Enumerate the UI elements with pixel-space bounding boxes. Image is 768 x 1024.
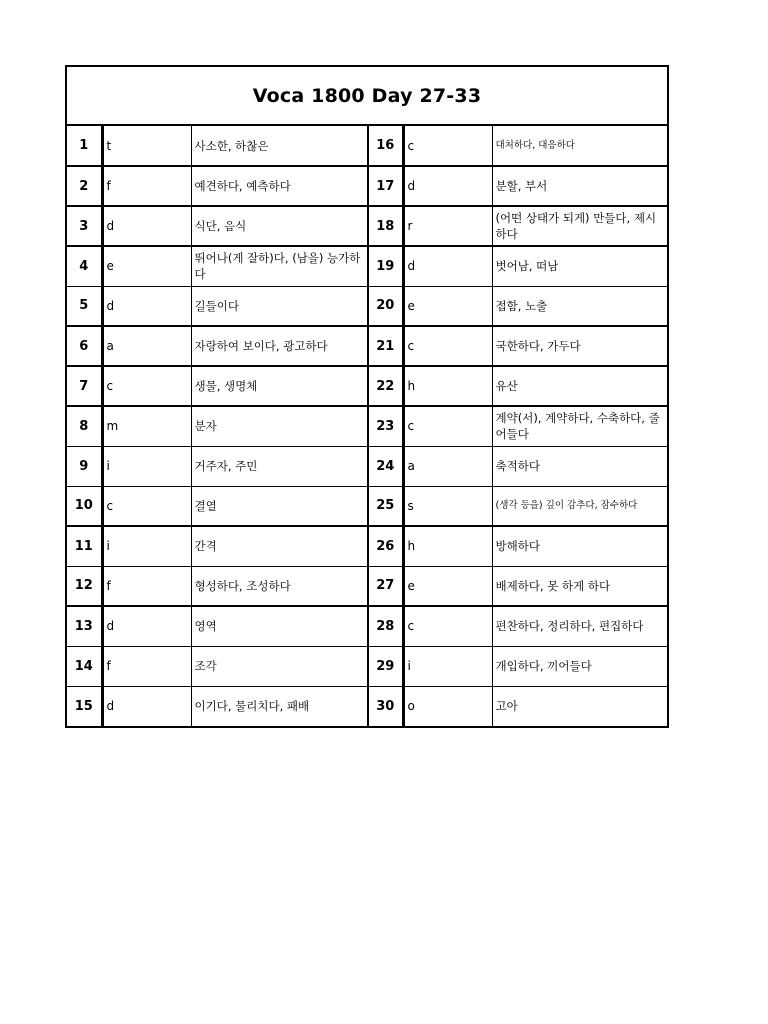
entry-meaning: 생물, 생명체 (191, 366, 368, 406)
entry-initial-letter: m (102, 406, 191, 446)
entry-number: 28 (368, 606, 403, 646)
entry-meaning: 벗어남, 떠남 (492, 246, 667, 286)
table-row (67, 526, 667, 566)
entry-meaning: 축적하다 (492, 446, 667, 486)
table-row (67, 406, 667, 446)
table-row (67, 366, 667, 406)
entry-number: 17 (368, 166, 403, 206)
entry-meaning: 거주자, 주민 (191, 446, 368, 486)
entry-meaning: 형성하다, 조성하다 (191, 566, 368, 606)
entry-number: 3 (67, 206, 102, 246)
entry-number: 4 (67, 246, 102, 286)
entry-initial-letter: e (403, 286, 492, 326)
vocab-table (67, 126, 667, 726)
entry-meaning: 사소한, 하찮은 (191, 126, 368, 166)
entry-meaning: 배제하다, 못 하게 하다 (492, 566, 667, 606)
entry-meaning: 영역 (191, 606, 368, 646)
entry-number: 22 (368, 366, 403, 406)
entry-number: 6 (67, 326, 102, 366)
entry-meaning: 방해하다 (492, 526, 667, 566)
entry-meaning: 예견하다, 예측하다 (191, 166, 368, 206)
entry-initial-letter: d (102, 606, 191, 646)
entry-initial-letter: s (403, 486, 492, 526)
entry-meaning: 접함, 노출 (492, 286, 667, 326)
table-row (67, 686, 667, 726)
entry-number: 2 (67, 166, 102, 206)
table-row (67, 126, 667, 166)
table-row (67, 566, 667, 606)
table-row (67, 646, 667, 686)
entry-initial-letter: d (403, 246, 492, 286)
entry-initial-letter: f (102, 166, 191, 206)
entry-meaning: 고아 (495, 699, 518, 714)
entry-number: 12 (67, 566, 102, 606)
entry-initial-letter: h (403, 526, 492, 566)
entry-initial-letter: r (403, 206, 492, 246)
entry-meaning: 유산 (492, 366, 667, 406)
entry-initial-letter: f (102, 566, 191, 606)
entry-initial-letter: e (403, 566, 492, 606)
entry-number: 27 (368, 566, 403, 606)
entry-number: 5 (67, 286, 102, 326)
title-row (67, 67, 667, 126)
vocab-table-body (67, 126, 667, 726)
entry-number: 16 (368, 126, 403, 166)
entry-initial-letter: a (102, 326, 191, 366)
page-title: Voca 1800 Day 27-33 (252, 84, 482, 107)
entry-initial-letter: c (102, 486, 191, 526)
entry-meaning: 편찬하다, 정리하다, 편집하다 (492, 606, 667, 646)
entry-number: 18 (368, 206, 403, 246)
entry-number: 19 (368, 246, 403, 286)
entry-meaning: 분할, 부서 (492, 166, 667, 206)
entry-meaning: 개입하다, 끼어들다 (492, 646, 667, 686)
entry-initial-letter: c (403, 326, 492, 366)
entry-meaning: (생각 등을) 깊이 감추다, 잠수하다 (492, 486, 667, 526)
entry-meaning: 대처하다, 대응하다 (492, 126, 667, 166)
entry-initial-letter: i (102, 446, 191, 486)
entry-initial-letter: d (102, 686, 191, 726)
entry-number: 1 (67, 126, 102, 166)
entry-number: 20 (368, 286, 403, 326)
entry-initial-letter: a (403, 446, 492, 486)
table-row (67, 246, 667, 286)
entry-number: 14 (67, 646, 102, 686)
vocab-sheet (65, 65, 669, 728)
entry-meaning: 국한하다, 가두다 (492, 326, 667, 366)
entry-initial-letter: o (403, 686, 492, 726)
entry-initial-letter: d (403, 166, 492, 206)
entry-number: 29 (368, 646, 403, 686)
entry-number: 24 (368, 446, 403, 486)
entry-meaning: 분자 (191, 406, 368, 446)
table-row (67, 326, 667, 366)
table-row (67, 206, 667, 246)
table-row (67, 286, 667, 326)
entry-initial-letter: d (102, 286, 191, 326)
entry-meaning: 자랑하여 보이다, 광고하다 (191, 326, 368, 366)
entry-initial-letter: e (102, 246, 191, 286)
entry-initial-letter: i (403, 646, 492, 686)
table-row (67, 166, 667, 206)
entry-number: 9 (67, 446, 102, 486)
entry-number: 11 (67, 526, 102, 566)
entry-meaning: 식단, 음식 (191, 206, 368, 246)
table-row (67, 486, 667, 526)
entry-meaning: 길들이다 (191, 286, 368, 326)
entry-initial-letter: c (403, 606, 492, 646)
entry-initial-letter: c (403, 406, 492, 446)
entry-initial-letter: f (102, 646, 191, 686)
entry-number: 15 (67, 686, 102, 726)
entry-number: 7 (67, 366, 102, 406)
entry-meaning: 결열 (191, 486, 368, 526)
entry-number: 30 (368, 686, 403, 726)
entry-initial-letter: c (403, 126, 492, 166)
entry-number: 8 (67, 406, 102, 446)
entry-number: 25 (368, 486, 403, 526)
entry-meaning: (어떤 상태가 되게) 만들다, 제시하다 (492, 206, 667, 246)
table-row (67, 606, 667, 646)
entry-initial-letter: d (102, 206, 191, 246)
entry-meaning: 조각 (191, 646, 368, 686)
entry-initial-letter: t (102, 126, 191, 166)
entry-meaning: 계약(서), 계약하다, 수축하다, 줄어들다 (492, 406, 667, 446)
entry-initial-letter: c (102, 366, 191, 406)
entry-meaning: 이기다, 물리치다, 패배 (191, 686, 368, 726)
entry-initial-letter: h (403, 366, 492, 406)
entry-number: 21 (368, 326, 403, 366)
entry-meaning: 뛰어나(게 잘하)다, (남을) 능가하다 (191, 246, 368, 286)
entry-number: 10 (67, 486, 102, 526)
entry-initial-letter: i (102, 526, 191, 566)
entry-number: 13 (67, 606, 102, 646)
entry-number: 26 (368, 526, 403, 566)
entry-number: 23 (368, 406, 403, 446)
table-row (67, 446, 667, 486)
entry-meaning: 간격 (191, 526, 368, 566)
